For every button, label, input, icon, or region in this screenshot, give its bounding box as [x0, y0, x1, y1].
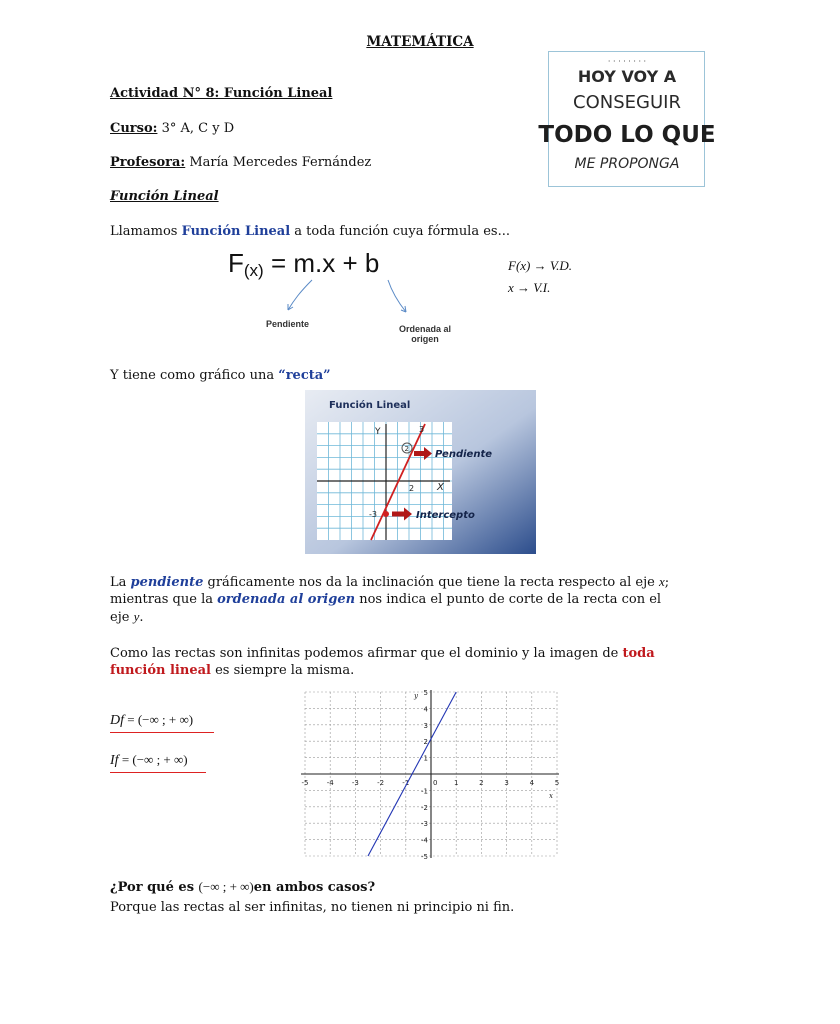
- course-value: 3° A, C y D: [161, 121, 235, 136]
- y-tick-label: -4: [421, 836, 428, 845]
- photo-tick-3: 3: [419, 425, 425, 434]
- p1-ordenada: ordenada al origen: [217, 592, 356, 607]
- x-tick-label: 4: [529, 779, 535, 787]
- question-line: [110, 879, 375, 895]
- p1-l2-post: nos indica el punto de corte de la recta con el: [355, 592, 662, 607]
- if-value: = (−∞ ; + ∞): [118, 752, 188, 767]
- y-tick-label: -5: [421, 853, 428, 861]
- p1-pendiente: pendiente: [130, 575, 204, 590]
- linear-function-chart: [300, 688, 562, 860]
- x-tick-label: -5: [301, 779, 309, 787]
- vd-label: F(x) → V.D.: [508, 258, 573, 273]
- x-tick-label: 3: [504, 779, 509, 787]
- intro-highlight: Función Lineal: [181, 224, 291, 239]
- df-value: = (−∞ ; + ∞): [124, 712, 194, 727]
- x-tick-label: 5: [554, 779, 560, 787]
- teacher-value: María Mercedes Fernández: [189, 155, 372, 170]
- poster-line-1: HOY VOY A: [577, 67, 677, 86]
- paragraph1-line2: [110, 592, 661, 607]
- p2-red-funcion: función lineal: [110, 663, 211, 678]
- label-ordenada: [385, 324, 465, 344]
- y-tick-label: 4: [423, 705, 428, 714]
- question-post: en ambos casos?: [253, 880, 376, 895]
- paragraph1-line3: [110, 609, 143, 625]
- p1-l3-pre: eje: [110, 610, 134, 625]
- df-name: Df: [110, 713, 124, 728]
- course-label: Curso:: [110, 121, 158, 136]
- photo-axis-x: X: [437, 482, 444, 493]
- label-ordenada-line1: Ordenada al: [398, 324, 452, 334]
- page-title: MATEMÁTICA: [366, 34, 474, 50]
- domain-expression: [110, 712, 214, 733]
- x-tick-label: -4: [326, 779, 334, 787]
- photo-axis-y: Y: [375, 427, 381, 437]
- p1-l3-end: .: [139, 610, 144, 625]
- course-line: [110, 121, 234, 136]
- label-ordenada-line2: origen: [411, 334, 439, 344]
- poster-line-2: CONSEGUIR: [573, 92, 681, 113]
- photo-tick-2: 2: [409, 484, 415, 493]
- p1-l2-pre: mientras que la: [110, 592, 218, 607]
- photo-label-intercepto: Intercepto: [416, 510, 475, 521]
- x-tick-label: 0: [433, 779, 438, 787]
- paragraph1-line1: [110, 574, 669, 590]
- x-tick-label: -2: [377, 779, 385, 787]
- poster-line-3: TODO LO QUE: [538, 122, 716, 148]
- teacher-label: Profesora:: [110, 155, 186, 170]
- graph-intro-line: [110, 368, 331, 383]
- photo-tick-circle: 2: [404, 445, 409, 453]
- svg-text:· · · · · · · ·: · · · · · · · ·: [607, 57, 647, 66]
- graph-intro-highlight: “recta”: [278, 368, 331, 383]
- y-tick-label: 2: [423, 738, 428, 747]
- x-tick-label: -1: [402, 779, 410, 787]
- x-tick-label: 2: [479, 779, 484, 787]
- poster-line-4: ME PROPONGA: [574, 156, 680, 172]
- p1-l1-pre: La: [110, 575, 131, 590]
- vi-label: x → V.I.: [508, 280, 551, 295]
- teacher-line: [110, 155, 371, 170]
- formula-sub: (x): [243, 261, 264, 280]
- p2-l2-post: es siempre la misma.: [210, 663, 355, 678]
- y-axis-label: y: [414, 692, 418, 700]
- intro-text-post: a toda función cuya fórmula es...: [290, 224, 510, 239]
- question-interval: (−∞ ; + ∞): [198, 879, 254, 894]
- intro-line: [110, 224, 510, 239]
- if-name: If: [110, 753, 119, 768]
- label-pendiente: Pendiente: [266, 319, 310, 329]
- photo-title: Función Lineal: [329, 400, 411, 411]
- photo-label-pendiente: Pendiente: [435, 449, 493, 460]
- y-tick-label: 3: [423, 721, 428, 730]
- motivational-poster: [538, 51, 716, 187]
- answer-line: Porque las rectas al ser infinitas, no tienen ni principio ni fin.: [110, 900, 515, 915]
- p1-l1-post: gráficamente nos da la inclinación que tiene la recta respecto al eje: [203, 575, 659, 590]
- activity-title: Actividad N° 8: Función Lineal: [110, 86, 333, 101]
- y-tick-label: -3: [421, 820, 428, 829]
- image-expression: [110, 752, 206, 773]
- question-pre: ¿Por qué es: [110, 880, 199, 895]
- p2-l1-pre: Como las rectas son infinitas podemos afirmar que el dominio y la imagen de: [110, 646, 623, 661]
- photo-tick-neg3: -3: [369, 510, 377, 519]
- y-tick-label: -1: [421, 787, 428, 796]
- x-tick-label: -3: [351, 779, 359, 787]
- p1-x: x: [658, 574, 665, 589]
- graph-intro-pre: Y tiene como gráfico una: [110, 368, 279, 383]
- intro-text-pre: Llamamos: [110, 224, 182, 239]
- formula-rest: = m.x + b: [263, 248, 380, 278]
- p1-l1-end: ;: [664, 575, 670, 590]
- formula-f: F: [228, 248, 244, 278]
- y-tick-label: 1: [423, 754, 428, 763]
- function-graph-illustration: [305, 390, 536, 554]
- x-axis-label: x: [549, 792, 553, 800]
- section-title: Función Lineal: [110, 189, 219, 204]
- x-tick-label: 1: [453, 779, 459, 787]
- paragraph2-line2: [110, 663, 354, 678]
- p2-red-toda: toda: [622, 646, 655, 661]
- y-tick-label: 5: [423, 689, 428, 697]
- p1-y: y: [133, 609, 140, 624]
- y-tick-label: -2: [421, 803, 428, 812]
- paragraph2-line1: [110, 646, 655, 661]
